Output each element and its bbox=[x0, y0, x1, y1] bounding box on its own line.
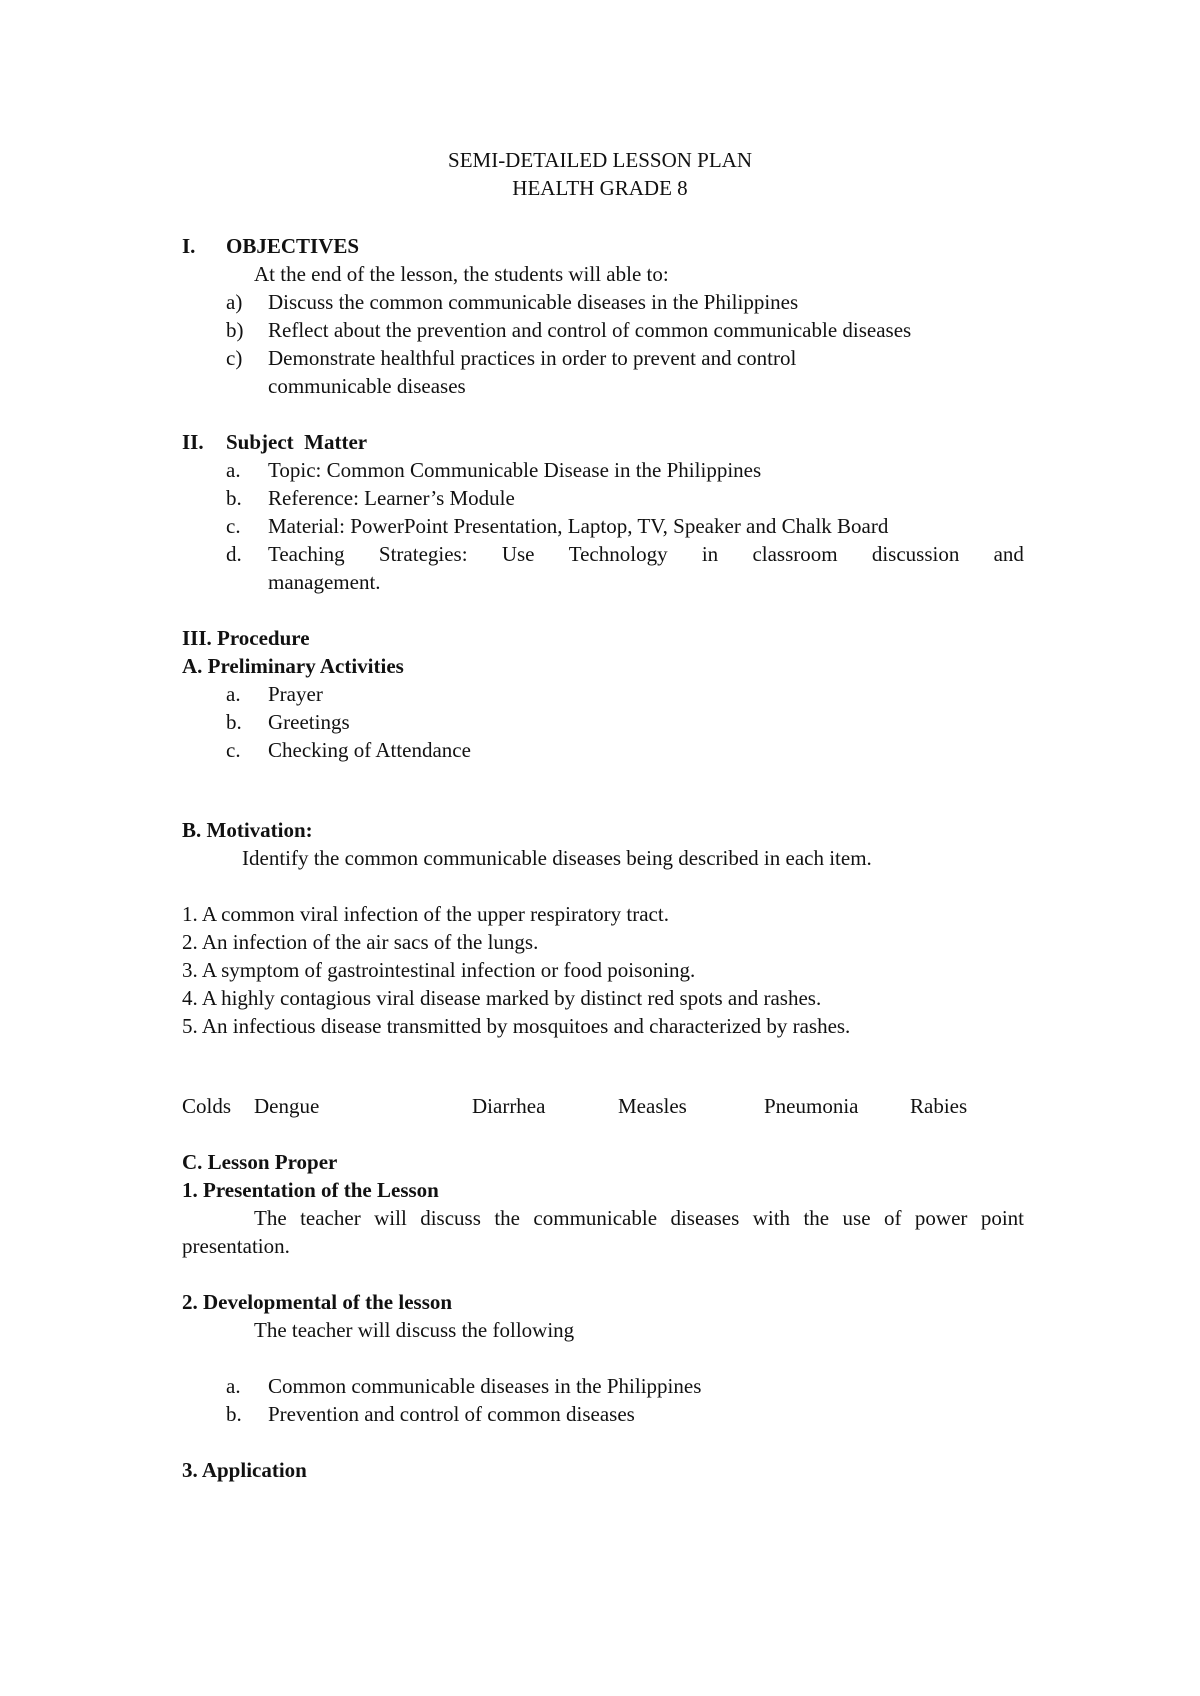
objective-item: Reflect about the prevention and control of common communicable diseases bbox=[268, 318, 912, 342]
document-title: SEMI-DETAILED LESSON PLAN bbox=[448, 148, 752, 172]
objective-marker: b) bbox=[226, 318, 244, 342]
objective-item-continuation: communicable diseases bbox=[268, 374, 466, 398]
objectives-intro: At the end of the lesson, the students will able to: bbox=[254, 262, 669, 286]
word: classroom bbox=[752, 542, 838, 566]
motivation-item: 5. An infectious disease transmitted by mosquitoes and characterized by rashes. bbox=[182, 1014, 851, 1038]
motivation-item: 3. A symptom of gastrointestinal infection or food poisoning. bbox=[182, 958, 696, 982]
choice-word: Rabies bbox=[910, 1094, 968, 1118]
preliminary-item: Greetings bbox=[268, 710, 350, 734]
objective-item: Demonstrate healthful practices in order to prevent and control bbox=[268, 346, 797, 370]
choice-word: Colds bbox=[182, 1094, 232, 1118]
subject-marker: c. bbox=[226, 514, 241, 538]
subject-item-justified bbox=[268, 540, 1024, 568]
objective-marker: c) bbox=[226, 346, 243, 370]
presentation-heading: 1. Presentation of the Lesson bbox=[182, 1178, 439, 1202]
motivation-heading: B. Motivation: bbox=[182, 818, 313, 842]
developmental-intro: The teacher will discuss the following bbox=[254, 1318, 575, 1342]
preliminary-heading: A. Preliminary Activities bbox=[182, 654, 404, 678]
motivation-instruction: Identify the common communicable diseases being described in each item. bbox=[242, 846, 872, 870]
subject-matter-numeral: II. bbox=[182, 430, 204, 454]
procedure-heading: III. Procedure bbox=[182, 626, 310, 650]
word: discussion bbox=[871, 542, 960, 566]
subject-item: Material: PowerPoint Presentation, Laptop, TV, Speaker and Chalk Board bbox=[268, 514, 889, 538]
developmental-marker: b. bbox=[226, 1402, 242, 1426]
objective-marker: a) bbox=[226, 290, 243, 314]
word: Strategies: bbox=[378, 542, 468, 566]
lesson-proper-heading: C. Lesson Proper bbox=[182, 1150, 338, 1174]
choice-word: Dengue bbox=[254, 1094, 320, 1118]
document-subtitle: HEALTH GRADE 8 bbox=[512, 176, 688, 200]
preliminary-marker: b. bbox=[226, 710, 242, 734]
word: Technology bbox=[568, 542, 668, 566]
preliminary-marker: a. bbox=[226, 682, 241, 706]
preliminary-marker: c. bbox=[226, 738, 241, 762]
subject-item: Topic: Common Communicable Disease in the Philippines bbox=[268, 458, 762, 482]
developmental-item: Prevention and control of common diseases bbox=[268, 1402, 635, 1426]
developmental-heading: 2. Developmental of the lesson bbox=[182, 1290, 453, 1314]
subject-item: Reference: Learner’s Module bbox=[268, 486, 515, 510]
word: in bbox=[701, 542, 719, 566]
developmental-item: Common communicable diseases in the Philippines bbox=[268, 1374, 702, 1398]
subject-marker: a. bbox=[226, 458, 241, 482]
developmental-marker: a. bbox=[226, 1374, 241, 1398]
motivation-item: 2. An infection of the air sacs of the lungs. bbox=[182, 930, 539, 954]
presentation-text: The teacher will discuss the communicable diseases with the use of power point presentation. bbox=[182, 1206, 1024, 1258]
objective-item: Discuss the common communicable diseases in the Philippines bbox=[268, 290, 799, 314]
subject-item-continuation: management. bbox=[268, 570, 381, 594]
objectives-heading: OBJECTIVES bbox=[226, 234, 360, 258]
motivation-item: 1. A common viral infection of the upper respiratory tract. bbox=[182, 902, 669, 926]
subject-marker: d. bbox=[226, 542, 242, 566]
application-heading: 3. Application bbox=[182, 1458, 307, 1482]
choice-word: Measles bbox=[618, 1094, 687, 1118]
subject-marker: b. bbox=[226, 486, 242, 510]
preliminary-item: Prayer bbox=[268, 682, 323, 706]
word: Use bbox=[501, 542, 535, 566]
motivation-item: 4. A highly contagious viral disease marked by distinct red spots and rashes. bbox=[182, 986, 822, 1010]
objectives-numeral: I. bbox=[182, 234, 196, 258]
word: Teaching bbox=[268, 542, 345, 566]
choice-word: Pneumonia bbox=[764, 1094, 859, 1118]
word: and bbox=[993, 542, 1024, 566]
preliminary-item: Checking of Attendance bbox=[268, 738, 471, 762]
choice-word: Diarrhea bbox=[472, 1094, 546, 1118]
subject-matter-heading: Subject Matter bbox=[226, 430, 368, 454]
